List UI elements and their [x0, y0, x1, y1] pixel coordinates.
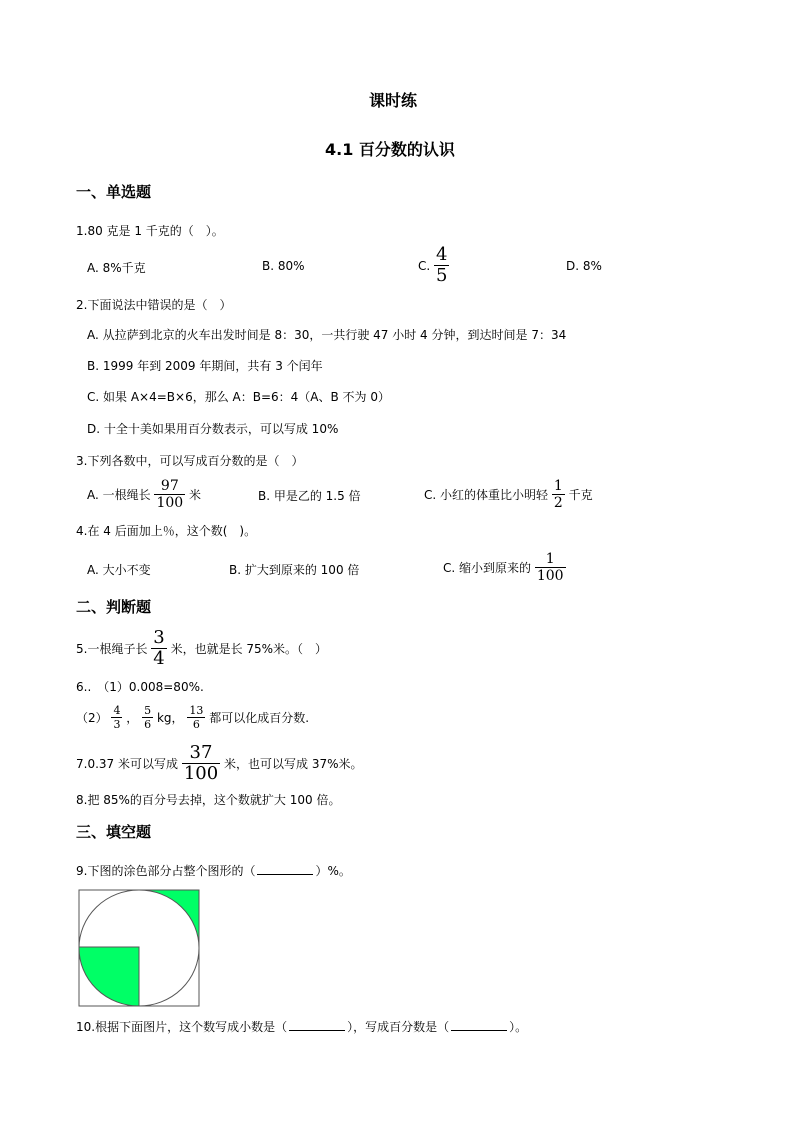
fraction [187, 705, 205, 730]
answer-blank[interactable] [257, 864, 313, 875]
fraction-numerator: 37 [182, 744, 220, 764]
fraction-denominator: 100 [183, 763, 219, 784]
fraction-denominator: 4 [153, 648, 165, 669]
page-title: 课时练 [369, 91, 418, 110]
question-8: 8.把 85%的百分号去掉，这个数就扩大 100 倍。 [76, 793, 341, 807]
question-1-option-c[interactable] [418, 246, 449, 285]
option-unit: 米 [189, 488, 202, 502]
fraction-numerator: 1 [535, 552, 566, 568]
question-4-stem: 4.在 4 后面加上％，这个数( )。 [76, 524, 257, 538]
question-text: 米，也可以写成 37%米。 [224, 757, 363, 771]
fraction [535, 552, 566, 583]
separator: ， [126, 711, 139, 725]
fraction-numerator: 4 [113, 704, 121, 717]
fraction-denominator: 100 [536, 568, 564, 584]
question-text: ），写成百分数是（ [347, 1020, 450, 1034]
unit-text: kg， [156, 711, 184, 725]
shaded-quarter-square-bottom-left [79, 947, 139, 1006]
fraction [142, 705, 153, 730]
fraction-numerator: 5 [144, 704, 152, 717]
question-1-option-a[interactable]: A. 8%千克 [87, 261, 146, 275]
fraction [182, 744, 220, 783]
question-1-stem: 1.80 克是 1 千克的（ ）。 [76, 224, 224, 238]
fraction-numerator: 4 [436, 244, 448, 265]
fraction [154, 479, 185, 510]
question-text: 7.0.37 米可以写成 [76, 757, 178, 771]
question-6-part-1: 6.. （1）0.008=80%. [76, 680, 204, 694]
fraction-numerator: 1 [553, 478, 563, 494]
question-text: ）。 [509, 1020, 528, 1034]
part-label: （2） [76, 711, 108, 725]
question-3-stem: 3.下列各数中，可以写成百分数的是（ ） [76, 454, 304, 468]
question-2-option-a[interactable]: A. 从拉萨到北京的火车出发时间是 8：30，一共行驶 47 小时 4 分钟，到达时间是 7：34 [87, 328, 567, 342]
question-2-option-b[interactable]: B. 1999 年到 2009 年期间，共有 3 个闰年 [87, 359, 323, 373]
question-7 [76, 744, 363, 783]
question-text: 9.下图的涂色部分占整个图形的（ [76, 864, 256, 878]
question-2-option-d[interactable]: D. 十全十美如果用百分数表示，可以写成 10% [87, 422, 339, 436]
shaded-circle-square-figure [78, 889, 200, 1007]
answer-blank-percent[interactable] [451, 1020, 507, 1031]
fraction-denominator: 100 [156, 495, 184, 511]
question-3-option-a[interactable] [87, 479, 201, 510]
question-text: 10.根据下面图片，这个数写成小数是（ [76, 1020, 288, 1034]
question-1-option-b[interactable]: B. 80% [262, 259, 305, 273]
option-text: C. 小红的体重比小明轻 [424, 488, 549, 502]
shaded-corner-top-right [139, 890, 199, 948]
question-2-stem: 2.下面说法中错误的是（ ） [76, 298, 232, 312]
question-6-part-2 [76, 705, 309, 730]
page-subtitle: 4.1 百分数的认识 [325, 140, 455, 159]
question-4-option-b[interactable]: B. 扩大到原来的 100 倍 [229, 563, 360, 577]
question-2-option-c[interactable]: C. 如果 A×4=B×6，那么 A：B=6：4（A、B 不为 0） [87, 390, 390, 404]
fraction-denominator: 5 [436, 265, 448, 286]
fraction-numerator: 3 [153, 627, 165, 648]
option-unit: 千克 [568, 488, 593, 502]
question-3-option-c[interactable] [424, 479, 593, 510]
option-text: C. 缩小到原来的 [443, 561, 532, 575]
question-text: ）%。 [315, 864, 351, 878]
fraction-denominator: 6 [192, 718, 200, 731]
section-heading-fill-in: 三、填空题 [76, 823, 152, 841]
fraction-numerator: 13 [189, 704, 204, 717]
answer-blank-decimal[interactable] [289, 1020, 345, 1031]
question-text: 都可以化成百分数. [209, 711, 310, 725]
option-label: C. [418, 258, 431, 273]
question-text: 5.一根绳子长 [76, 642, 148, 656]
question-4-option-a[interactable]: A. 大小不变 [87, 563, 151, 577]
question-text: 米，也就是长 75%米。（ ） [170, 642, 328, 656]
question-4-option-c[interactable] [443, 552, 566, 583]
fraction [552, 479, 565, 510]
section-heading-true-false: 二、判断题 [76, 598, 152, 616]
question-9 [76, 862, 351, 879]
question-3-option-b[interactable]: B. 甲是乙的 1.5 倍 [258, 489, 361, 503]
fraction-denominator: 3 [113, 718, 121, 731]
fraction [151, 629, 166, 668]
question-1-option-d[interactable]: D. 8% [566, 259, 602, 273]
section-heading-single-choice: 一、单选题 [76, 183, 152, 201]
question-5 [76, 629, 327, 668]
fraction-denominator: 2 [553, 495, 563, 511]
question-10 [76, 1018, 527, 1035]
fraction [434, 246, 449, 285]
fraction [111, 705, 122, 730]
option-text: A. 一根绳长 [87, 488, 151, 502]
fraction-numerator: 97 [154, 479, 185, 495]
fraction-denominator: 6 [144, 718, 152, 731]
